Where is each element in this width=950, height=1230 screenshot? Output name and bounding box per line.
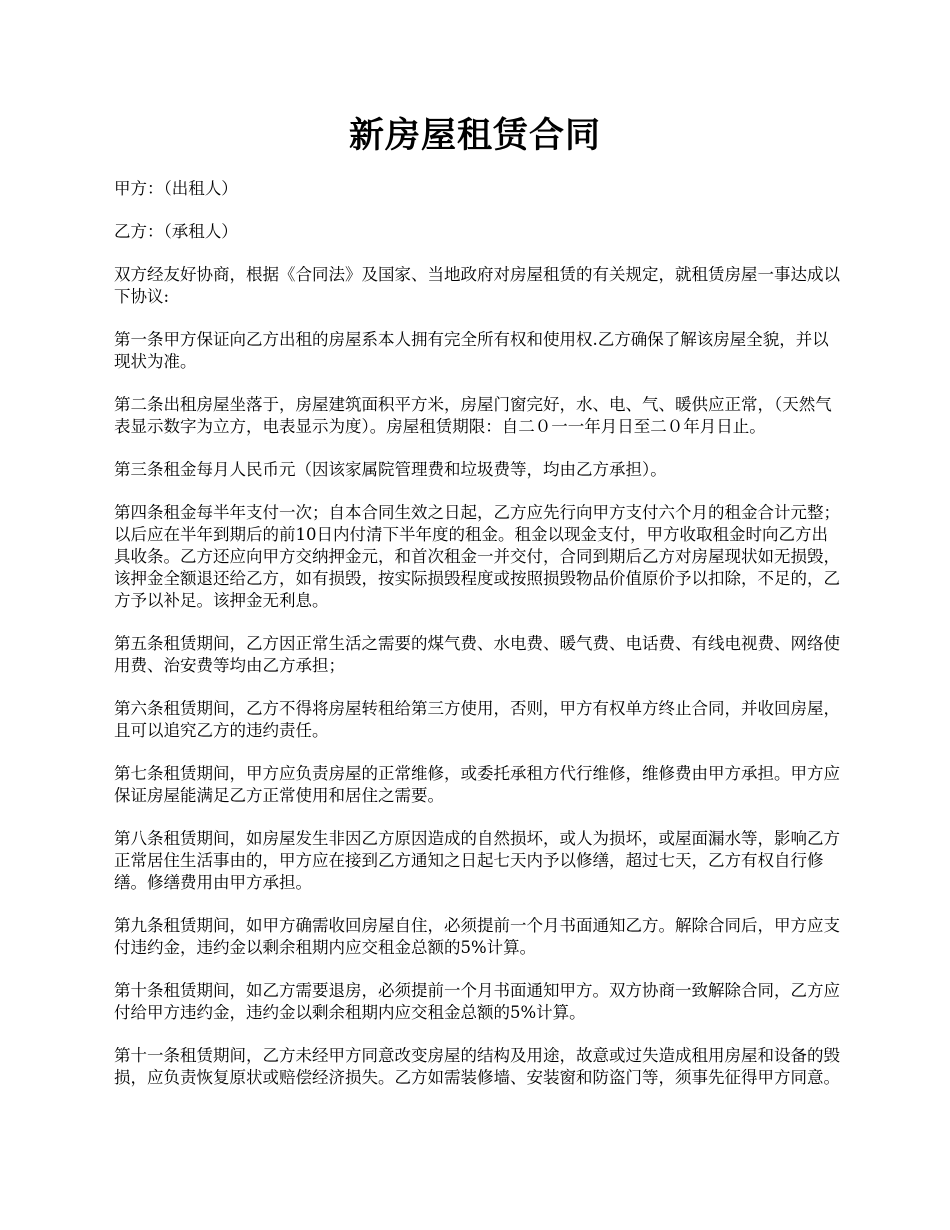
article-9: 第九条租赁期间，如甲方确需收回房屋自住，必须提前一个月书面通知乙方。解除合同后，甲方应支付违约金，违约金以剩余租期内应交租金总额的5%计算。 <box>114 916 840 957</box>
party-b-line: 乙方：（承租人） <box>114 222 238 241</box>
article-1: 第一条甲方保证向乙方出租的房屋系本人拥有完全所有权和使用权.乙方确保了解该房屋全貌，并以现状为准。 <box>114 330 829 371</box>
article-11: 第十一条租赁期间，乙方未经甲方同意改变房屋的结构及用途，故意或过失造成租用房屋和设备的毁损，应负责恢复原状或赔偿经济损失。乙方如需装修墙、安装窗和防盗门等，须事先征得甲方同意。 <box>114 1046 840 1087</box>
intro-paragraph: 双方经友好协商，根据《合同法》及国家、当地政府对房屋租赁的有关规定，就租赁房屋一事达成以下协议: <box>114 265 840 306</box>
article-5: 第五条租赁期间，乙方因正常生活之需要的煤气费、水电费、暖气费、电话费、有线电视费、网络使用费、治安费等均由乙方承担； <box>114 634 840 675</box>
party-a-line: 甲方：（出租人） <box>114 179 238 198</box>
article-6: 第六条租赁期间，乙方不得将房屋转租给第三方使用，否则，甲方有权单方终止合同，并收回房屋，且可以追究乙方的违约责任。 <box>114 699 840 740</box>
document-title: 新房屋租赁合同 <box>348 115 601 156</box>
article-2: 第二条出租房屋坐落于，房屋建筑面积平方米，房屋门窗完好，水、电、气、暖供应正常，（天然气表显示数字为立方，电表显示为度）。房屋租赁期限：自二０一一年月日至二０年月日止。 <box>114 395 832 436</box>
document-body <box>114 178 841 1110</box>
article-4: 第四条租金每半年支付一次；自本合同生效之日起，乙方应先行向甲方支付六个月的租金合计元整；以后应在半年到期后的前10日内付清下半年度的租金。租金以现金支付，甲方收取租金时向乙方出具收条。乙方还应向甲方交纳押金元，和首次租金一并交付，合同到期后乙方对房屋现状如无损毁，该押金全额退还给乙方，如有损毁，按实际损毁程度或按照损毁物品价值原价予以扣除，不足的，乙方予以补足。该押金无利息。 <box>114 503 840 610</box>
article-7: 第七条租赁期间，甲方应负责房屋的正常维修，或委托承租方代行维修，维修费由甲方承担。甲方应保证房屋能满足乙方正常使用和居住之需要。 <box>114 764 840 805</box>
article-8: 第八条租赁期间，如房屋发生非因乙方原因造成的自然损坏，或人为损坏，或屋面漏水等，影响乙方正常居住生活事由的，甲方应在接到乙方通知之日起七天内予以修缮，超过七天，乙方有权自行修缮。修缮费用由甲方承担。 <box>114 829 840 892</box>
article-10: 第十条租赁期间，如乙方需要退房，必须提前一个月书面通知甲方。双方协商一致解除合同，乙方应付给甲方违约金，违约金以剩余租期内应交租金总额的5%计算。 <box>114 981 840 1022</box>
article-3: 第三条租金每月人民币元（因该家属院管理费和垃圾费等，均由乙方承担）。 <box>114 460 667 479</box>
